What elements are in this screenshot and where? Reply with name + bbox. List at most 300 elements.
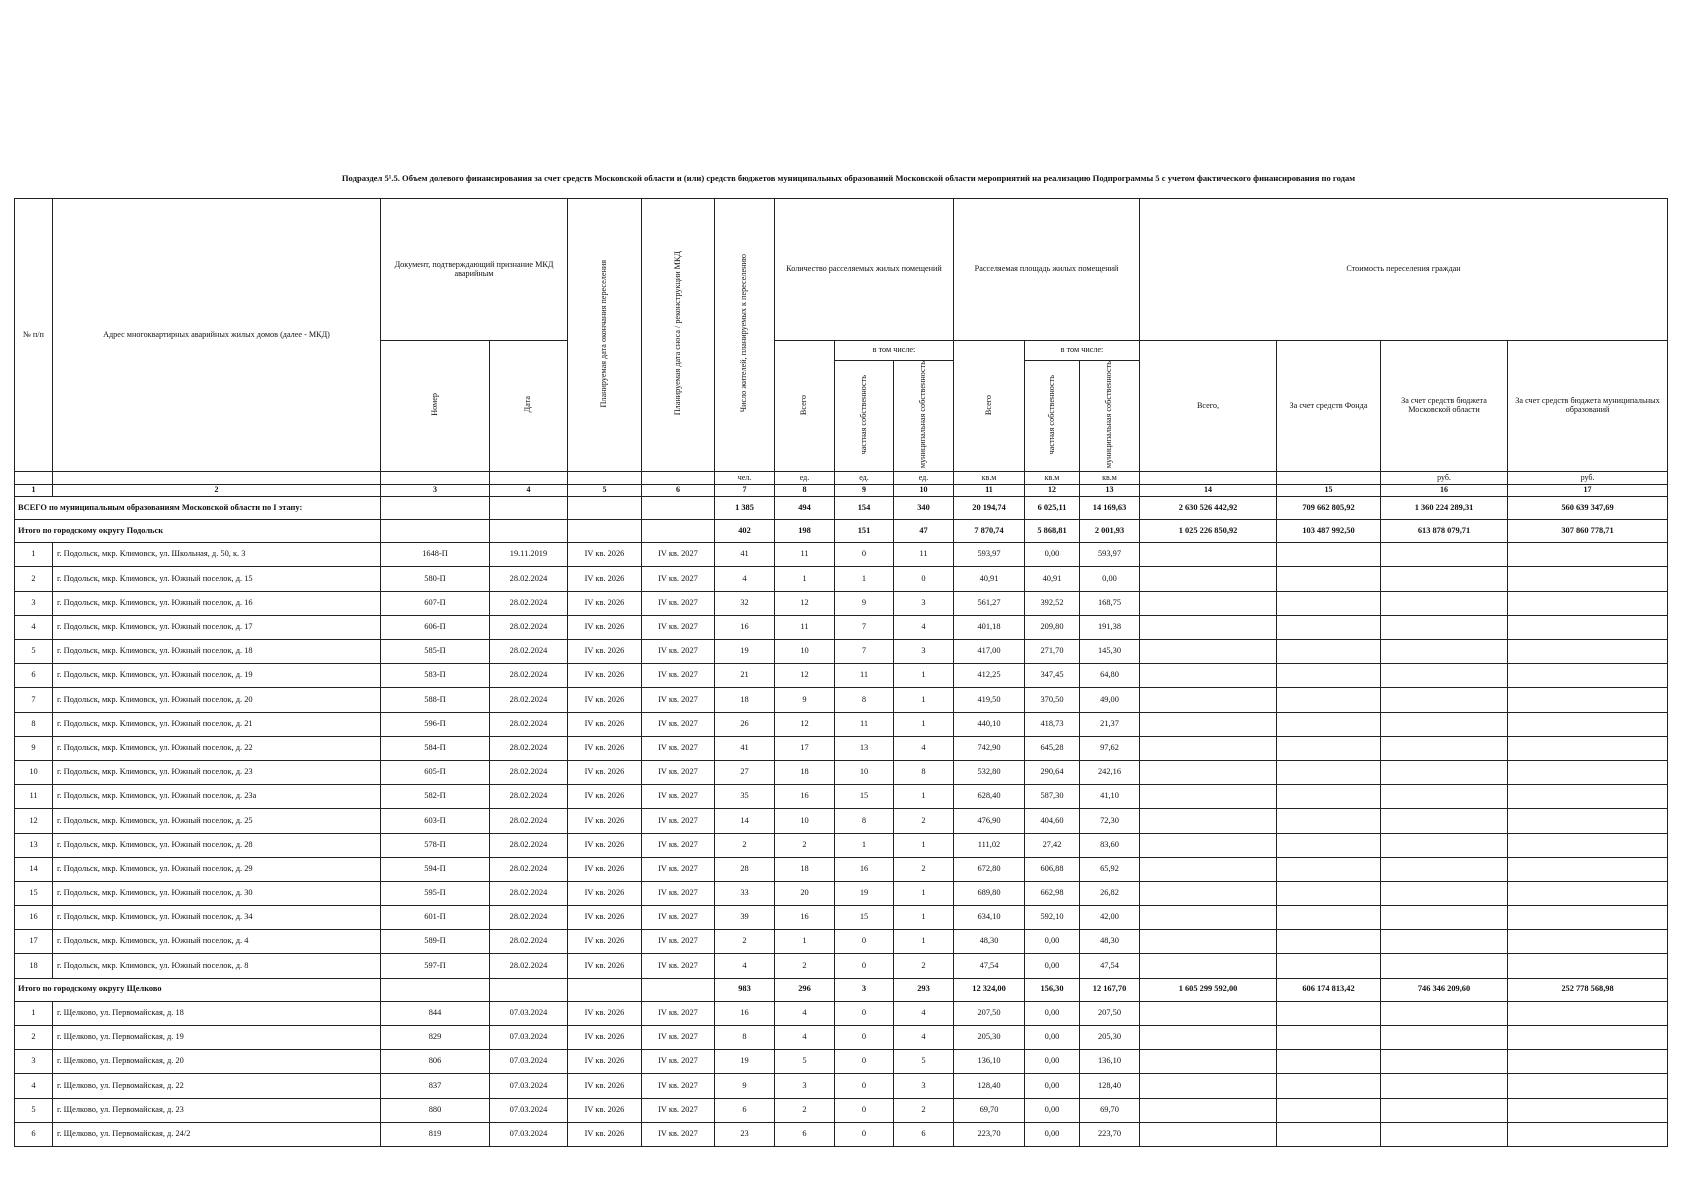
address-cell: г. Щелково, ул. Первомайская, д. 22 bbox=[53, 1074, 381, 1098]
empty-cell bbox=[1140, 930, 1277, 954]
empty-cell bbox=[1277, 857, 1381, 881]
table-cell: 418,73 bbox=[1025, 712, 1080, 736]
total-value: 1 360 224 289,31 bbox=[1381, 496, 1508, 519]
address-cell: г. Подольск, мкр. Климовск, ул. Южный поселок, д. 29 bbox=[53, 857, 381, 881]
table-cell: 20 bbox=[775, 881, 835, 905]
table-row bbox=[15, 688, 1668, 712]
table-cell: 583-П bbox=[381, 664, 490, 688]
table-cell: 15 bbox=[835, 785, 894, 809]
table-cell: 28.02.2024 bbox=[490, 906, 568, 930]
empty-cell bbox=[1140, 1026, 1277, 1050]
address-cell: г. Щелково, ул. Первомайская, д. 20 bbox=[53, 1050, 381, 1074]
empty-cell bbox=[1277, 640, 1381, 664]
empty-cell bbox=[1277, 1098, 1381, 1122]
table-row bbox=[15, 833, 1668, 857]
address-cell: г. Щелково, ул. Первомайская, д. 24/2 bbox=[53, 1122, 381, 1146]
table-cell: 0 bbox=[835, 1026, 894, 1050]
empty-cell bbox=[1381, 688, 1508, 712]
table-cell: 0 bbox=[835, 1050, 894, 1074]
table-cell: 168,75 bbox=[1080, 591, 1140, 615]
empty-cell bbox=[568, 520, 642, 543]
table-cell: 145,30 bbox=[1080, 640, 1140, 664]
table-cell: IV кв. 2026 bbox=[568, 1026, 642, 1050]
table-cell: 1 bbox=[835, 833, 894, 857]
table-cell: 2 bbox=[775, 1098, 835, 1122]
empty-cell bbox=[1381, 809, 1508, 833]
table-cell: 223,70 bbox=[1080, 1122, 1140, 1146]
table-cell: 645,28 bbox=[1025, 736, 1080, 760]
empty-cell bbox=[1277, 688, 1381, 712]
empty-cell bbox=[1508, 1001, 1668, 1025]
table-cell: 412,25 bbox=[954, 664, 1025, 688]
address-cell: г. Подольск, мкр. Климовск, ул. Южный поселок, д. 34 bbox=[53, 906, 381, 930]
table-cell: 12 bbox=[775, 591, 835, 615]
table-cell: 1 bbox=[15, 543, 53, 567]
table-cell: 10 bbox=[15, 760, 53, 784]
empty-cell bbox=[1508, 930, 1668, 954]
column-numbers-row bbox=[15, 484, 1668, 496]
header-num: № п/п bbox=[15, 199, 53, 472]
column-number: 13 bbox=[1080, 484, 1140, 496]
table-cell: 207,50 bbox=[1080, 1001, 1140, 1025]
document-title: Подраздел 5¹.5. Объем долевого финансирования за счет средств Московской области и (или) средств бюджетов муниципальных образований Московской области мероприятий на реализацию Подпрограммы 5 с учетом фактического финансирования по годам bbox=[341, 173, 1356, 183]
table-cell: 49,00 bbox=[1080, 688, 1140, 712]
table-cell: IV кв. 2027 bbox=[642, 760, 715, 784]
table-cell: 370,50 bbox=[1025, 688, 1080, 712]
address-cell: г. Подольск, мкр. Климовск, ул. Южный поселок, д. 17 bbox=[53, 615, 381, 639]
column-number: 2 bbox=[53, 484, 381, 496]
table-cell: 5 bbox=[15, 1098, 53, 1122]
total-value: 296 bbox=[775, 978, 835, 1001]
address-cell: г. Подольск, мкр. Климовск, ул. Южный поселок, д. 28 bbox=[53, 833, 381, 857]
table-row bbox=[15, 567, 1668, 591]
total-value: 340 bbox=[894, 496, 954, 519]
table-cell: 11 bbox=[775, 543, 835, 567]
empty-cell bbox=[1508, 543, 1668, 567]
table-cell: 18 bbox=[715, 688, 775, 712]
table-cell: 21 bbox=[715, 664, 775, 688]
table-cell: 64,80 bbox=[1080, 664, 1140, 688]
table-cell: 401,18 bbox=[954, 615, 1025, 639]
empty-cell bbox=[1140, 857, 1277, 881]
table-cell: 7 bbox=[835, 615, 894, 639]
table-cell: IV кв. 2027 bbox=[642, 591, 715, 615]
empty-cell bbox=[1508, 712, 1668, 736]
table-cell: 0,00 bbox=[1025, 930, 1080, 954]
address-cell: г. Подольск, мкр. Климовск, ул. Южный поселок, д. 20 bbox=[53, 688, 381, 712]
table-cell: IV кв. 2026 bbox=[568, 712, 642, 736]
table-cell: 17 bbox=[15, 930, 53, 954]
empty-cell bbox=[1277, 712, 1381, 736]
table-cell: 40,91 bbox=[954, 567, 1025, 591]
table-cell: 587,30 bbox=[1025, 785, 1080, 809]
header-area-total: Всего bbox=[954, 341, 1025, 472]
table-cell: IV кв. 2027 bbox=[642, 833, 715, 857]
total-value: 402 bbox=[715, 520, 775, 543]
table-cell: 28.02.2024 bbox=[490, 857, 568, 881]
unit-cell: чел. bbox=[715, 471, 775, 484]
table-cell: 39 bbox=[715, 906, 775, 930]
empty-cell bbox=[1381, 543, 1508, 567]
table-cell: 48,30 bbox=[1080, 930, 1140, 954]
empty-cell bbox=[1508, 664, 1668, 688]
table-cell: 18 bbox=[15, 954, 53, 978]
empty-cell bbox=[1381, 1026, 1508, 1050]
table-cell: IV кв. 2027 bbox=[642, 1026, 715, 1050]
total-value: 2 001,93 bbox=[1080, 520, 1140, 543]
header-residents: Число жителей, планируемых к переселению bbox=[715, 199, 775, 472]
table-cell: IV кв. 2027 bbox=[642, 543, 715, 567]
table-cell: 2 bbox=[715, 833, 775, 857]
table-cell: 111,02 bbox=[954, 833, 1025, 857]
table-cell: 21,37 bbox=[1080, 712, 1140, 736]
table-cell: IV кв. 2026 bbox=[568, 664, 642, 688]
header-cost-total: Всего, bbox=[1140, 341, 1277, 472]
table-cell: 606-П bbox=[381, 615, 490, 639]
table-cell: 28.02.2024 bbox=[490, 833, 568, 857]
table-row bbox=[15, 1074, 1668, 1098]
total-value: 1 025 226 850,92 bbox=[1140, 520, 1277, 543]
empty-cell bbox=[1140, 640, 1277, 664]
empty-cell bbox=[1277, 906, 1381, 930]
table-row bbox=[15, 1098, 1668, 1122]
unit-cell: кв.м bbox=[954, 471, 1025, 484]
table-cell: 8 bbox=[715, 1026, 775, 1050]
table-cell: 242,16 bbox=[1080, 760, 1140, 784]
header-resettle-end: Планируемая дата окончания переселения bbox=[568, 199, 642, 472]
table-cell: 16 bbox=[715, 615, 775, 639]
table-cell: 0 bbox=[835, 954, 894, 978]
table-cell: IV кв. 2026 bbox=[568, 954, 642, 978]
table-cell: 271,70 bbox=[1025, 640, 1080, 664]
total-value: 2 630 526 442,92 bbox=[1140, 496, 1277, 519]
table-cell: 28.02.2024 bbox=[490, 591, 568, 615]
total-value: 1 605 299 592,00 bbox=[1140, 978, 1277, 1001]
empty-cell bbox=[1381, 930, 1508, 954]
table-cell: 580-П bbox=[381, 567, 490, 591]
table-cell: 0,00 bbox=[1025, 1050, 1080, 1074]
table-row bbox=[15, 543, 1668, 567]
total-value: 20 194,74 bbox=[954, 496, 1025, 519]
table-cell: 23 bbox=[715, 1122, 775, 1146]
table-cell: 628,40 bbox=[954, 785, 1025, 809]
empty-cell bbox=[1381, 567, 1508, 591]
table-cell: 28.02.2024 bbox=[490, 930, 568, 954]
table-cell: 6 bbox=[775, 1122, 835, 1146]
table-cell: 26 bbox=[715, 712, 775, 736]
table-cell: 40,91 bbox=[1025, 567, 1080, 591]
table-cell: 2 bbox=[15, 1026, 53, 1050]
table-cell: 48,30 bbox=[954, 930, 1025, 954]
table-cell: 5 bbox=[894, 1050, 954, 1074]
table-cell: 582-П bbox=[381, 785, 490, 809]
table-cell: IV кв. 2027 bbox=[642, 567, 715, 591]
empty-cell bbox=[1140, 809, 1277, 833]
empty-cell bbox=[1381, 1122, 1508, 1146]
table-cell: 8 bbox=[894, 760, 954, 784]
empty-cell bbox=[490, 496, 568, 519]
table-cell: 26,82 bbox=[1080, 881, 1140, 905]
header-doc-number: Номер bbox=[381, 341, 490, 472]
empty-cell bbox=[1381, 591, 1508, 615]
table-cell: IV кв. 2027 bbox=[642, 736, 715, 760]
address-cell: г. Подольск, мкр. Климовск, ул. Южный поселок, д. 4 bbox=[53, 930, 381, 954]
address-cell: г. Подольск, мкр. Климовск, ул. Южный поселок, д. 15 bbox=[53, 567, 381, 591]
table-cell: IV кв. 2027 bbox=[642, 1098, 715, 1122]
column-number: 8 bbox=[775, 484, 835, 496]
table-cell: 97,62 bbox=[1080, 736, 1140, 760]
empty-cell bbox=[1381, 760, 1508, 784]
table-cell: IV кв. 2026 bbox=[568, 785, 642, 809]
total-value: 746 346 209,60 bbox=[1381, 978, 1508, 1001]
table-cell: 603-П bbox=[381, 809, 490, 833]
empty-cell bbox=[1277, 785, 1381, 809]
table-cell: 806 bbox=[381, 1050, 490, 1074]
table-cell: 83,60 bbox=[1080, 833, 1140, 857]
address-cell: г. Подольск, мкр. Климовск, ул. Южный поселок, д. 19 bbox=[53, 664, 381, 688]
table-row bbox=[15, 640, 1668, 664]
empty-cell bbox=[1277, 881, 1381, 905]
table-row bbox=[15, 1026, 1668, 1050]
table-row bbox=[15, 906, 1668, 930]
table-cell: 585-П bbox=[381, 640, 490, 664]
table-cell: 0 bbox=[835, 1001, 894, 1025]
table-cell: IV кв. 2026 bbox=[568, 543, 642, 567]
table-cell: 1 bbox=[894, 930, 954, 954]
empty-cell bbox=[1277, 543, 1381, 567]
table-row bbox=[15, 1122, 1668, 1146]
header-muni-budget: За счет средств бюджета муниципальных образований bbox=[1508, 341, 1668, 472]
empty-cell bbox=[568, 978, 642, 1001]
table-cell: 2 bbox=[715, 930, 775, 954]
empty-cell bbox=[1140, 785, 1277, 809]
total-value: 103 487 992,50 bbox=[1277, 520, 1381, 543]
table-cell: 2 bbox=[894, 1098, 954, 1122]
table-cell: 27 bbox=[715, 760, 775, 784]
table-cell: 27,42 bbox=[1025, 833, 1080, 857]
table-cell: 07.03.2024 bbox=[490, 1050, 568, 1074]
column-number: 9 bbox=[835, 484, 894, 496]
empty-cell bbox=[1381, 1098, 1508, 1122]
table-cell: 18 bbox=[775, 857, 835, 881]
table-row bbox=[15, 736, 1668, 760]
table-cell: 672,80 bbox=[954, 857, 1025, 881]
table-cell: 28.02.2024 bbox=[490, 736, 568, 760]
table-cell: 15 bbox=[835, 906, 894, 930]
table-cell: 28.02.2024 bbox=[490, 881, 568, 905]
table-cell: 28.02.2024 bbox=[490, 760, 568, 784]
address-cell: г. Подольск, мкр. Климовск, ул. Южный поселок, д. 25 bbox=[53, 809, 381, 833]
table-cell: IV кв. 2027 bbox=[642, 688, 715, 712]
column-number: 7 bbox=[715, 484, 775, 496]
table-cell: 7 bbox=[15, 688, 53, 712]
unit-cell bbox=[1140, 471, 1277, 484]
table-cell: 589-П bbox=[381, 930, 490, 954]
table-cell: 07.03.2024 bbox=[490, 1122, 568, 1146]
table-cell: 14 bbox=[715, 809, 775, 833]
table-cell: 8 bbox=[15, 712, 53, 736]
table-cell: 11 bbox=[775, 615, 835, 639]
table-cell: 47,54 bbox=[954, 954, 1025, 978]
column-number: 11 bbox=[954, 484, 1025, 496]
table-cell: 592,10 bbox=[1025, 906, 1080, 930]
total-value: 560 639 347,69 bbox=[1508, 496, 1668, 519]
empty-cell bbox=[1277, 930, 1381, 954]
empty-cell bbox=[1508, 809, 1668, 833]
table-cell: 28.02.2024 bbox=[490, 785, 568, 809]
table-cell: 07.03.2024 bbox=[490, 1026, 568, 1050]
table-cell: 69,70 bbox=[954, 1098, 1025, 1122]
empty-cell bbox=[1277, 1001, 1381, 1025]
table-cell: 0 bbox=[835, 543, 894, 567]
total-value: 47 bbox=[894, 520, 954, 543]
table-cell: 205,30 bbox=[954, 1026, 1025, 1050]
table-cell: 1 bbox=[894, 881, 954, 905]
column-number: 5 bbox=[568, 484, 642, 496]
unit-cell: ед. bbox=[775, 471, 835, 484]
empty-cell bbox=[1277, 954, 1381, 978]
table-row bbox=[15, 930, 1668, 954]
table-cell: IV кв. 2027 bbox=[642, 664, 715, 688]
table-cell: IV кв. 2027 bbox=[642, 640, 715, 664]
header-doc-date: Дата bbox=[490, 341, 568, 472]
table-cell: 16 bbox=[715, 1001, 775, 1025]
table-cell: 0 bbox=[835, 1122, 894, 1146]
table-cell: IV кв. 2026 bbox=[568, 1074, 642, 1098]
table-cell: 207,50 bbox=[954, 1001, 1025, 1025]
column-number: 1 bbox=[15, 484, 53, 496]
empty-cell bbox=[381, 978, 490, 1001]
table-cell: 1648-П bbox=[381, 543, 490, 567]
table-cell: 8 bbox=[835, 688, 894, 712]
table-cell: 5 bbox=[775, 1050, 835, 1074]
table-cell: 6 bbox=[15, 664, 53, 688]
empty-cell bbox=[1381, 615, 1508, 639]
unit-cell: кв.м bbox=[1080, 471, 1140, 484]
table-cell: 819 bbox=[381, 1122, 490, 1146]
table-cell: 128,40 bbox=[1080, 1074, 1140, 1098]
empty-cell bbox=[1277, 615, 1381, 639]
total-value: 14 169,63 bbox=[1080, 496, 1140, 519]
table-cell: 19 bbox=[835, 881, 894, 905]
empty-cell bbox=[1381, 833, 1508, 857]
table-cell: 28.02.2024 bbox=[490, 640, 568, 664]
table-cell: 2 bbox=[894, 857, 954, 881]
table-row bbox=[15, 664, 1668, 688]
table-cell: 3 bbox=[894, 640, 954, 664]
column-number: 10 bbox=[894, 484, 954, 496]
empty-cell bbox=[1381, 664, 1508, 688]
table-cell: 4 bbox=[894, 736, 954, 760]
table-cell: 19 bbox=[715, 1050, 775, 1074]
empty-cell bbox=[1508, 615, 1668, 639]
empty-cell bbox=[1508, 567, 1668, 591]
table-cell: IV кв. 2026 bbox=[568, 688, 642, 712]
table-cell: 605-П bbox=[381, 760, 490, 784]
table-row bbox=[15, 881, 1668, 905]
table-cell: 2 bbox=[775, 833, 835, 857]
unit-cell bbox=[1277, 471, 1381, 484]
table-cell: 844 bbox=[381, 1001, 490, 1025]
table-cell: 3 bbox=[15, 1050, 53, 1074]
table-cell: 12 bbox=[775, 664, 835, 688]
table-cell: 10 bbox=[775, 640, 835, 664]
empty-cell bbox=[1277, 736, 1381, 760]
table-cell: 14 bbox=[15, 857, 53, 881]
empty-cell bbox=[1381, 1001, 1508, 1025]
table-row bbox=[15, 954, 1668, 978]
header-address: Адрес многоквартирных аварийных жилых домов (далее - МКД) bbox=[53, 199, 381, 472]
table-cell: 69,70 bbox=[1080, 1098, 1140, 1122]
table-cell: 4 bbox=[775, 1026, 835, 1050]
empty-cell bbox=[1508, 640, 1668, 664]
table-cell: 634,10 bbox=[954, 906, 1025, 930]
table-cell: 0,00 bbox=[1025, 1098, 1080, 1122]
table-cell: 3 bbox=[894, 591, 954, 615]
table-cell: 136,10 bbox=[954, 1050, 1025, 1074]
header-rooms-total: Всего bbox=[775, 341, 835, 472]
empty-cell bbox=[642, 978, 715, 1001]
table-cell: 16 bbox=[775, 785, 835, 809]
table-cell: IV кв. 2027 bbox=[642, 881, 715, 905]
total-value: 12 324,00 bbox=[954, 978, 1025, 1001]
table-cell: 4 bbox=[894, 1026, 954, 1050]
address-cell: г. Щелково, ул. Первомайская, д. 18 bbox=[53, 1001, 381, 1025]
empty-cell bbox=[1140, 664, 1277, 688]
empty-cell bbox=[1381, 736, 1508, 760]
table-row bbox=[15, 615, 1668, 639]
empty-cell bbox=[1140, 881, 1277, 905]
header-rooms-group: Количество расселяемых жилых помещений bbox=[775, 199, 954, 341]
empty-cell bbox=[1140, 1122, 1277, 1146]
table-cell: 3 bbox=[775, 1074, 835, 1098]
table-cell: 1 bbox=[15, 1001, 53, 1025]
table-cell: 16 bbox=[775, 906, 835, 930]
total-value: 613 878 079,71 bbox=[1381, 520, 1508, 543]
header-area-including: в том числе: bbox=[1025, 341, 1140, 361]
table-cell: 28.02.2024 bbox=[490, 664, 568, 688]
table-cell: 17 bbox=[775, 736, 835, 760]
empty-cell bbox=[1140, 1050, 1277, 1074]
table-cell: 13 bbox=[15, 833, 53, 857]
table-cell: 07.03.2024 bbox=[490, 1098, 568, 1122]
table-cell: 28.02.2024 bbox=[490, 567, 568, 591]
table-cell: 28 bbox=[715, 857, 775, 881]
table-cell: 1 bbox=[894, 688, 954, 712]
table-cell: 584-П bbox=[381, 736, 490, 760]
total-value: 198 bbox=[775, 520, 835, 543]
table-cell: 209,80 bbox=[1025, 615, 1080, 639]
unit-cell: ед. bbox=[894, 471, 954, 484]
total-label: Итого по городскому округу Щелково bbox=[15, 978, 381, 1001]
table-cell: IV кв. 2026 bbox=[568, 881, 642, 905]
table-cell: 476,90 bbox=[954, 809, 1025, 833]
empty-cell bbox=[1508, 954, 1668, 978]
table-cell: 1 bbox=[775, 930, 835, 954]
empty-cell bbox=[381, 496, 490, 519]
table-cell: 607-П bbox=[381, 591, 490, 615]
empty-cell bbox=[1381, 785, 1508, 809]
empty-cell bbox=[1140, 688, 1277, 712]
table-cell: 4 bbox=[894, 615, 954, 639]
table-cell: 9 bbox=[715, 1074, 775, 1098]
empty-cell bbox=[1381, 640, 1508, 664]
column-number: 6 bbox=[642, 484, 715, 496]
table-cell: IV кв. 2027 bbox=[642, 615, 715, 639]
empty-cell bbox=[1381, 906, 1508, 930]
table-cell: 0 bbox=[835, 1074, 894, 1098]
table-cell: 223,70 bbox=[954, 1122, 1025, 1146]
